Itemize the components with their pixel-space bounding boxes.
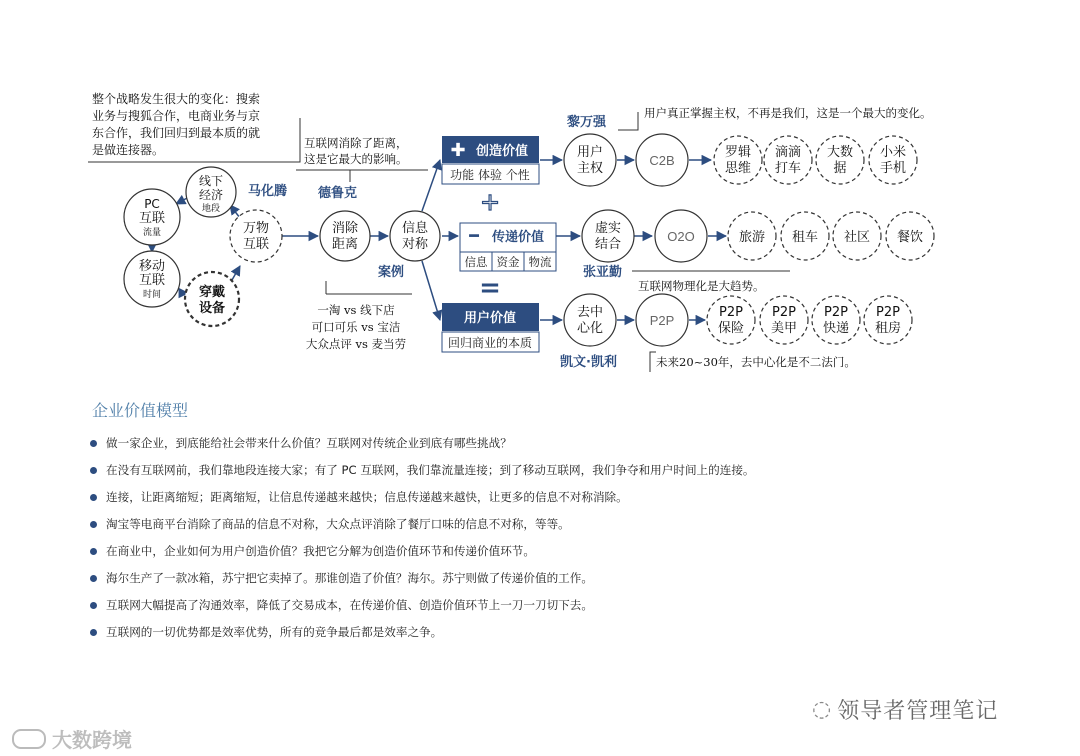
equals-sign: = xyxy=(479,273,501,303)
bottom-example-2 xyxy=(760,296,808,344)
svg-text:P2P: P2P xyxy=(649,313,675,328)
bullet-list xyxy=(90,430,990,646)
mobile-internet-node xyxy=(124,251,180,307)
svg-text:大数: 大数 xyxy=(826,145,854,160)
svg-text:东合作，我们回归到最本质的就: 东合作，我们回归到最本质的就 xyxy=(92,126,261,140)
svg-text:用户: 用户 xyxy=(576,145,604,160)
svg-text:租房: 租房 xyxy=(874,321,902,336)
svg-text:移动: 移动 xyxy=(138,259,166,274)
case-examples xyxy=(306,303,406,351)
plus-sign: + xyxy=(479,188,501,216)
user-sovereignty-node xyxy=(564,134,616,186)
name-liwanqiang: 黎万强 xyxy=(567,115,607,130)
svg-text:消除: 消除 xyxy=(331,221,359,236)
bottom-example-3 xyxy=(812,296,860,344)
svg-text:一淘 vs 线下店: 一淘 vs 线下店 xyxy=(317,303,395,317)
mid-example-1 xyxy=(728,212,776,260)
top-example-4 xyxy=(869,136,917,184)
section-title: 企业价值模型 xyxy=(92,403,189,420)
svg-text:万物: 万物 xyxy=(242,221,270,236)
svg-text:主权: 主权 xyxy=(576,161,604,176)
svg-text:保险: 保险 xyxy=(717,321,745,336)
name-mahuateng: 马化腾 xyxy=(248,184,288,199)
svg-text:租车: 租车 xyxy=(791,230,819,245)
eliminate-distance-node xyxy=(320,211,370,261)
svg-text:资金: 资金 xyxy=(496,255,520,269)
mid-example-4 xyxy=(886,212,934,260)
svg-text:小米: 小米 xyxy=(879,145,907,160)
svg-text:去中: 去中 xyxy=(576,305,604,320)
name-zhangyaqin: 张亚勤 xyxy=(583,265,623,280)
c2b-node xyxy=(636,134,688,186)
deliver-value-box xyxy=(460,223,556,271)
svg-text:打车: 打车 xyxy=(774,161,802,176)
user-value-box xyxy=(442,303,539,352)
svg-text:可口可乐 vs 宝洁: 可口可乐 vs 宝洁 xyxy=(311,320,401,334)
bullet-item: 连接，让距离缩短；距离缩短，让信息传递越来越快；信息传递越来越快，让更多的信息不对称消除。 xyxy=(90,484,990,511)
svg-text:地段: 地段 xyxy=(201,204,221,214)
zhangyaqin-quote: 互联网物理化是大趋势。 xyxy=(638,279,765,293)
bullet-item: 在没有互联网前，我们靠地段连接大家；有了 PC 互联网，我们靠流量连接；到了移动互联网，我们争夺和用户时间上的连接。 xyxy=(90,457,990,484)
online-offline-node xyxy=(582,210,634,262)
svg-text:据: 据 xyxy=(833,161,847,176)
svg-text:O2O: O2O xyxy=(667,229,695,244)
svg-text:餐饮: 餐饮 xyxy=(896,230,924,245)
svg-text:信息: 信息 xyxy=(464,255,488,269)
bullet-item: 在商业中，企业如何为用户创造价值？我把它分解为创造价值环节和传递价值环节。 xyxy=(90,538,990,565)
svg-text:P2P: P2P xyxy=(772,305,796,320)
svg-text:时间: 时间 xyxy=(142,290,162,300)
svg-text:P2P: P2P xyxy=(824,305,848,320)
o2o-node xyxy=(655,210,707,262)
svg-text:滴滴: 滴滴 xyxy=(774,145,802,160)
brand-name: 大数跨境 xyxy=(52,728,132,752)
bullet-item: 互联网的一切优势都是效率优势，所有的竞争最后都是效率之争。 xyxy=(90,619,990,646)
bottom-example-4 xyxy=(864,296,912,344)
top-example-2 xyxy=(764,136,812,184)
brand-watermark xyxy=(12,724,132,753)
name-kevin-kelly: 凯文·凯利 xyxy=(560,355,617,370)
bullet-item: 做一家企业，到底能给社会带来什么价值？互联网对传统企业到底有哪些挑战？ xyxy=(90,430,990,457)
wechat-account-name: 领导者管理笔记 xyxy=(837,699,999,724)
drucker-note xyxy=(304,136,408,166)
top-example-3 xyxy=(816,136,864,184)
svg-text:物流: 物流 xyxy=(528,255,552,269)
p2p-node xyxy=(636,294,688,346)
svg-text:互联: 互联 xyxy=(242,237,270,252)
svg-text:用户价值: 用户价值 xyxy=(463,311,517,326)
svg-text:快递: 快递 xyxy=(822,321,850,336)
svg-text:流量: 流量 xyxy=(142,228,162,238)
kevin-kelly-quote: 未来20~30年，去中心化是不二法门。 xyxy=(656,355,856,369)
svg-text:整个战略发生很大的变化：搜索: 整个战略发生很大的变化：搜索 xyxy=(92,92,261,106)
svg-text:穿戴: 穿戴 xyxy=(198,285,226,300)
svg-text:罗辑: 罗辑 xyxy=(724,145,752,160)
svg-text:互联: 互联 xyxy=(138,273,166,288)
svg-text:━: ━ xyxy=(469,226,479,245)
brand-logo-icon xyxy=(12,729,46,749)
bullet-item: 互联网大幅提高了沟通效率，降低了交易成本，在传递价值、创造价值环节上一刀一刀切下去。 xyxy=(90,592,990,619)
svg-text:设备: 设备 xyxy=(198,301,226,316)
svg-text:互联网消除了距离，: 互联网消除了距离， xyxy=(304,136,408,150)
svg-text:业务与搜狐合作，电商业务与京: 业务与搜狐合作，电商业务与京 xyxy=(92,109,261,123)
wechat-watermark xyxy=(812,694,998,725)
svg-text:PC: PC xyxy=(144,197,160,211)
svg-text:是做连接器。: 是做连接器。 xyxy=(92,143,165,157)
svg-text:美甲: 美甲 xyxy=(770,321,798,336)
strategy-note xyxy=(92,91,260,157)
svg-text:✚: ✚ xyxy=(450,140,466,161)
mid-example-3 xyxy=(833,212,881,260)
svg-text:信息: 信息 xyxy=(401,221,429,236)
create-value-box xyxy=(442,136,539,184)
svg-text:回归商业的本质: 回归商业的本质 xyxy=(447,336,533,350)
bullet-item: 淘宝等电商平台消除了商品的信息不对称，大众点评消除了餐厅口味的信息不对称，等等。 xyxy=(90,511,990,538)
svg-text:结合: 结合 xyxy=(594,237,622,252)
svg-text:距离: 距离 xyxy=(331,237,359,252)
svg-text:大众点评 vs 麦当劳: 大众点评 vs 麦当劳 xyxy=(305,337,407,351)
svg-text:对称: 对称 xyxy=(401,237,429,252)
bullet-item: 海尔生产了一款冰箱，苏宁把它卖掉了。那谁创造了价值？海尔。苏宁则做了传递价值的工作。 xyxy=(90,565,990,592)
svg-text:线下: 线下 xyxy=(198,174,224,188)
name-drucker: 德鲁克 xyxy=(318,186,358,201)
svg-text:互联: 互联 xyxy=(138,211,166,226)
case-label: 案例 xyxy=(378,265,405,280)
svg-text:这是它最大的影响。: 这是它最大的影响。 xyxy=(304,152,408,166)
svg-text:旅游: 旅游 xyxy=(738,230,766,245)
mid-example-2 xyxy=(781,212,829,260)
svg-text:经济: 经济 xyxy=(198,188,224,202)
svg-text:虚实: 虚实 xyxy=(594,221,622,236)
svg-text:社区: 社区 xyxy=(843,230,871,245)
svg-text:创造价值: 创造价值 xyxy=(475,144,529,159)
decentralization-node xyxy=(564,294,616,346)
svg-text:P2P: P2P xyxy=(876,305,900,320)
pc-internet-node xyxy=(124,189,180,245)
svg-text:P2P: P2P xyxy=(719,305,743,320)
svg-text:手机: 手机 xyxy=(879,161,907,176)
svg-text:传递价值: 传递价值 xyxy=(491,230,545,245)
top-example-1 xyxy=(714,136,762,184)
wechat-icon: ◌ xyxy=(812,697,832,722)
info-symmetry-node xyxy=(390,211,440,261)
wearable-device-node xyxy=(185,272,239,326)
iot-node xyxy=(230,210,282,262)
svg-text:思维: 思维 xyxy=(724,161,752,176)
bottom-example-1 xyxy=(707,296,755,344)
liwanqiang-quote: 用户真正掌握主权，不再是我们，这是一个最大的变化。 xyxy=(644,106,932,120)
svg-text:心化: 心化 xyxy=(576,321,604,336)
offline-economy-node xyxy=(186,167,236,217)
svg-text:功能 体验 个性: 功能 体验 个性 xyxy=(450,168,530,182)
svg-text:C2B: C2B xyxy=(649,153,675,168)
